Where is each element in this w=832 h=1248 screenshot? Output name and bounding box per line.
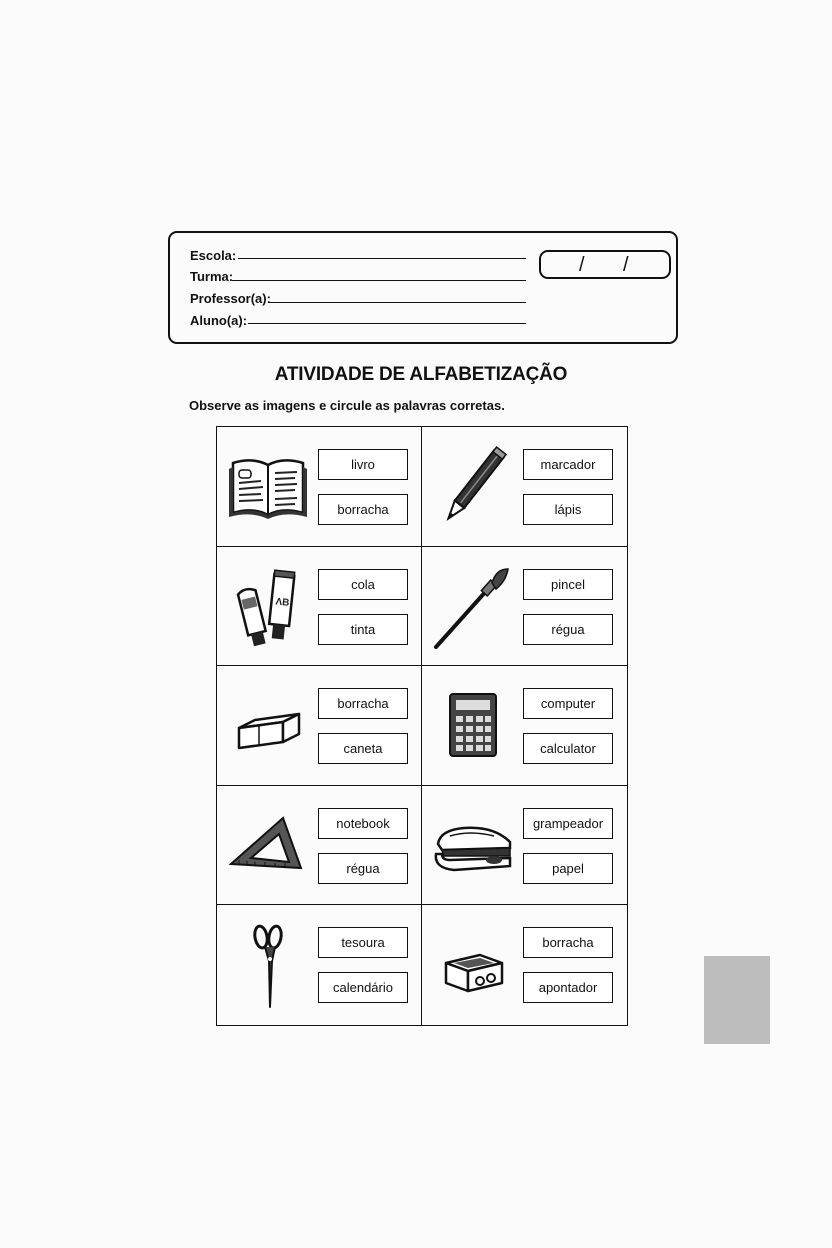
date-box[interactable] (539, 250, 671, 279)
word-option[interactable]: grampeador (523, 808, 613, 839)
eraser-icon (225, 682, 311, 770)
activity-item (422, 786, 627, 906)
activity-item (217, 666, 422, 786)
class-label: Turma: (190, 269, 234, 284)
school-label: Escola: (190, 248, 237, 263)
activity-item (422, 427, 627, 547)
word-option[interactable]: livro (318, 449, 408, 480)
word-option[interactable]: lápis (523, 494, 613, 525)
student-line[interactable] (248, 323, 526, 324)
paint-tubes-icon (225, 563, 311, 651)
set-square-icon (225, 802, 311, 890)
word-option[interactable]: marcador (523, 449, 613, 480)
activity-grid (216, 426, 628, 1026)
activity-item (217, 547, 422, 667)
class-line[interactable] (232, 280, 526, 281)
word-option[interactable]: régua (523, 614, 613, 645)
activity-item (422, 666, 627, 786)
activity-item (217, 786, 422, 906)
word-option[interactable]: borracha (523, 927, 613, 958)
svg-text:ΛB: ΛB (274, 596, 290, 609)
identification-box (168, 231, 678, 344)
student-label: Aluno(a): (190, 313, 248, 328)
calculator-icon (430, 682, 516, 770)
word-option[interactable]: borracha (318, 688, 408, 719)
activity-item (217, 427, 422, 547)
word-option[interactable]: notebook (318, 808, 408, 839)
word-option[interactable]: calculator (523, 733, 613, 764)
instruction-text: Observe as imagens e circule as palavras corretas. (189, 398, 505, 413)
activity-item (422, 905, 627, 1025)
school-line[interactable] (238, 258, 526, 259)
word-option[interactable]: caneta (318, 733, 408, 764)
activity-item (217, 905, 422, 1025)
page-title: ATIVIDADE DE ALFABETIZAÇÃO (274, 364, 568, 385)
stapler-icon (430, 802, 516, 890)
word-option[interactable]: computer (523, 688, 613, 719)
scissors-icon (225, 921, 311, 1009)
teacher-line[interactable] (268, 302, 526, 303)
book-icon (225, 443, 311, 531)
word-option[interactable]: apontador (523, 972, 613, 1003)
word-option[interactable]: papel (523, 853, 613, 884)
word-option[interactable]: tesoura (318, 927, 408, 958)
paintbrush-icon (430, 563, 516, 651)
word-option[interactable]: pincel (523, 569, 613, 600)
pencil-icon (430, 443, 516, 531)
date-separator: / (623, 254, 629, 276)
word-option[interactable]: calendário (318, 972, 408, 1003)
activity-item (422, 547, 627, 667)
date-separator: / (579, 254, 585, 276)
word-option[interactable]: régua (318, 853, 408, 884)
word-option[interactable]: borracha (318, 494, 408, 525)
word-option[interactable]: tinta (318, 614, 408, 645)
teacher-label: Professor(a): (190, 291, 271, 306)
sharpener-icon (430, 921, 516, 1009)
word-option[interactable]: cola (318, 569, 408, 600)
gray-block (704, 956, 770, 1044)
